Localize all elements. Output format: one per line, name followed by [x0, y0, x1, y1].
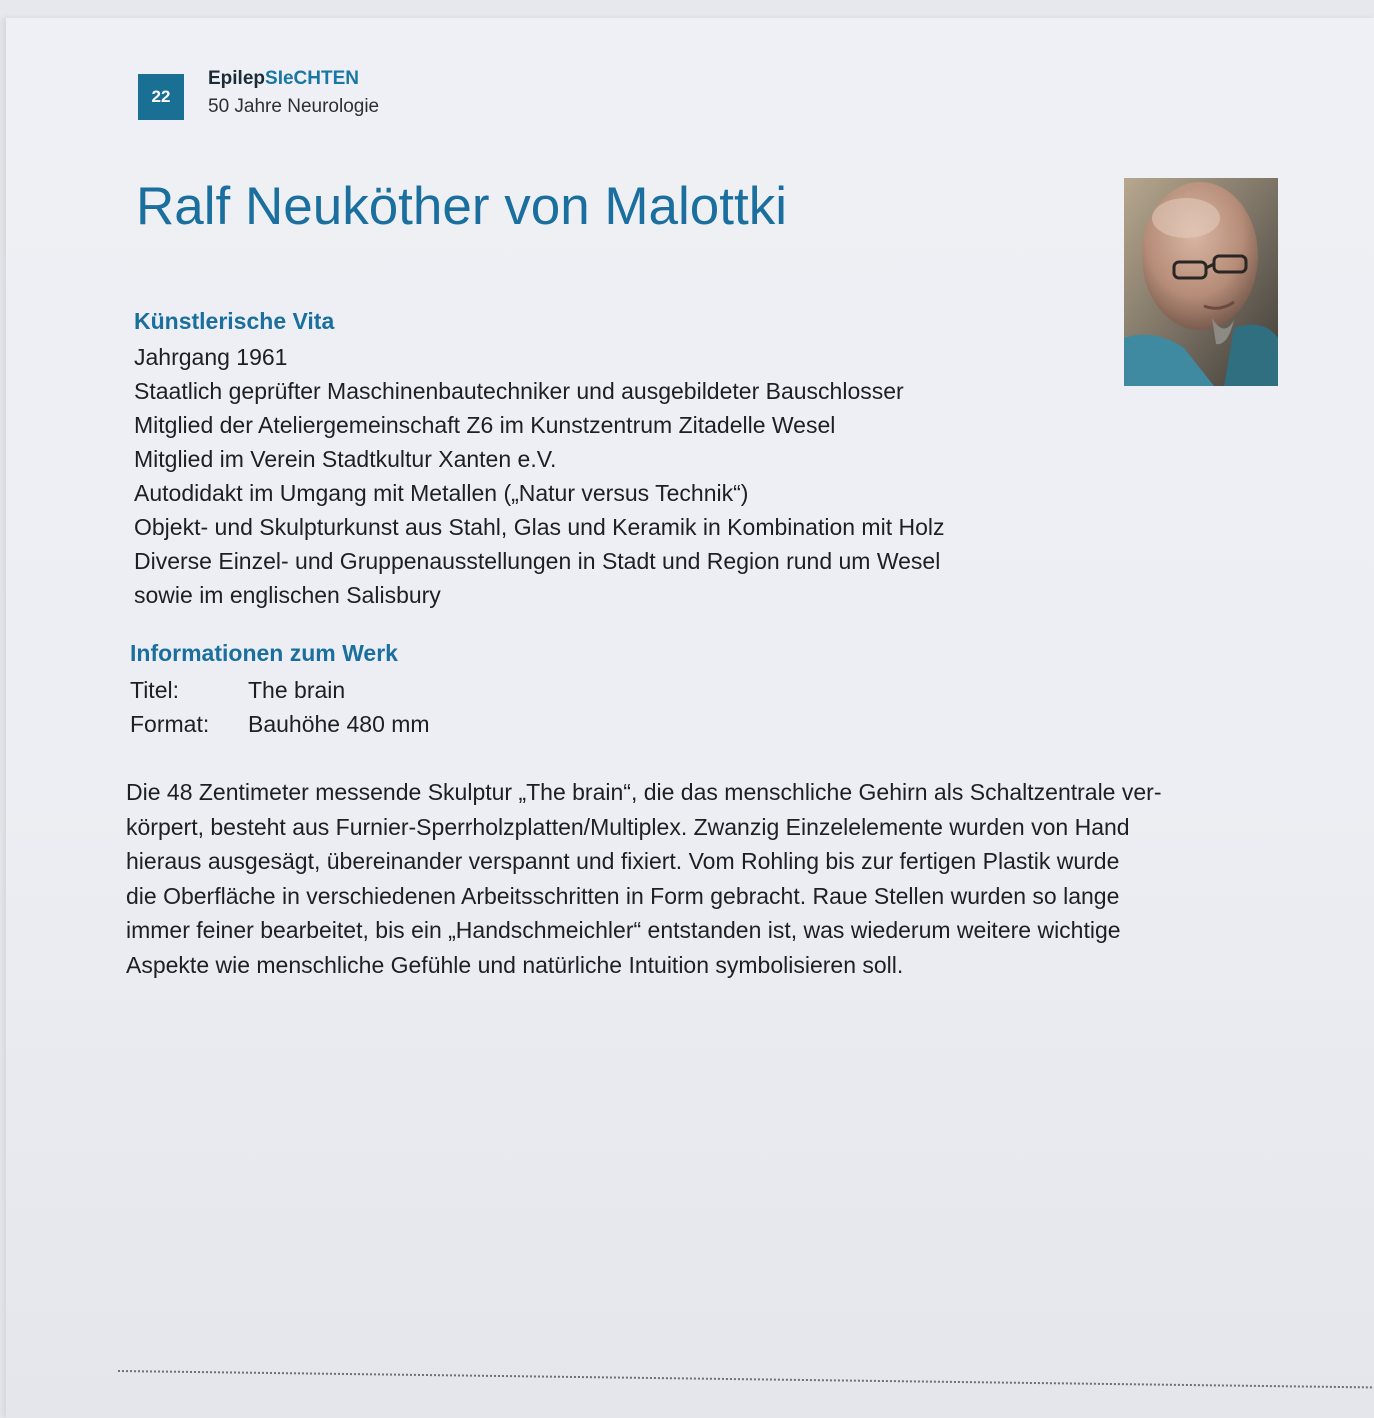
- publication-title: [208, 68, 359, 90]
- work-description: [126, 775, 1246, 982]
- description-line: hieraus ausgesägt, übereinander verspannt und fixiert. Vom Rohling bis zur fertigen Plastik wurde: [126, 848, 1120, 874]
- vita-item: Staatlich geprüfter Maschinenbautechniker und ausgebildeter Bauschlosser: [134, 378, 904, 404]
- artist-name: Ralf Neuköther von Malottki: [136, 177, 788, 236]
- vita-heading: Künstlerische Vita: [134, 308, 335, 334]
- work-title-value: The brain: [248, 677, 346, 703]
- publication-title-part1: Epilep: [208, 68, 266, 89]
- description-line: immer feiner bearbeitet, bis ein „Handschmeichler“ entstanden ist, was wiederum weitere wichtige: [126, 917, 1121, 943]
- publication-title-part2: SIeCHTEN: [265, 68, 359, 89]
- work-format-row: [130, 707, 430, 741]
- description-line: Aspekte wie menschliche Gefühle und natürliche Intuition symbolisieren soll.: [126, 951, 904, 978]
- vita-list: [134, 340, 945, 612]
- description-line: die Oberfläche in verschiedenen Arbeitsschritten in Form gebracht. Raue Stellen wurden so lange: [126, 882, 1120, 909]
- work-format-label: Format:: [130, 711, 210, 737]
- work-heading: Informationen zum Werk: [130, 640, 398, 666]
- vita-item: Objekt- und Skulpturkunst aus Stahl, Glas und Keramik in Kombination mit Holz: [134, 514, 945, 540]
- brochure-page: [6, 18, 1374, 1418]
- description-line: körpert, besteht aus Furnier-Sperrholzplatten/Multiplex. Zwanzig Einzelelemente wurden von Hand: [126, 813, 1130, 840]
- work-title-label: Titel:: [130, 677, 179, 703]
- page-number-badge: 22: [138, 74, 184, 120]
- footer-dotted-rule: [118, 1370, 1374, 1389]
- portrait-photo-icon: [1124, 178, 1278, 386]
- vita-item: sowie im englischen Salisbury: [134, 582, 441, 608]
- vita-item: Diverse Einzel- und Gruppenausstellungen in Stadt und Region rund um Wesel: [134, 548, 941, 574]
- description-line: Die 48 Zentimeter messende Skulptur „The brain“, die das menschliche Gehirn als Schaltzentrale ver-: [126, 779, 1162, 805]
- publication-subtitle: 50 Jahre Neurologie: [208, 96, 380, 117]
- work-title-row: [130, 673, 430, 707]
- vita-item: Mitglied der Ateliergemeinschaft Z6 im Kunstzentrum Zitadelle Wesel: [134, 412, 836, 438]
- vita-item: Autodidakt im Umgang mit Metallen („Natur versus Technik“): [134, 480, 749, 506]
- portrait-photo: [1124, 178, 1278, 386]
- vita-item: Jahrgang 1961: [134, 344, 288, 370]
- work-info: [130, 673, 430, 741]
- work-format-value: Bauhöhe 480 mm: [248, 711, 430, 737]
- vita-item: Mitglied im Verein Stadtkultur Xanten e.V.: [134, 446, 557, 472]
